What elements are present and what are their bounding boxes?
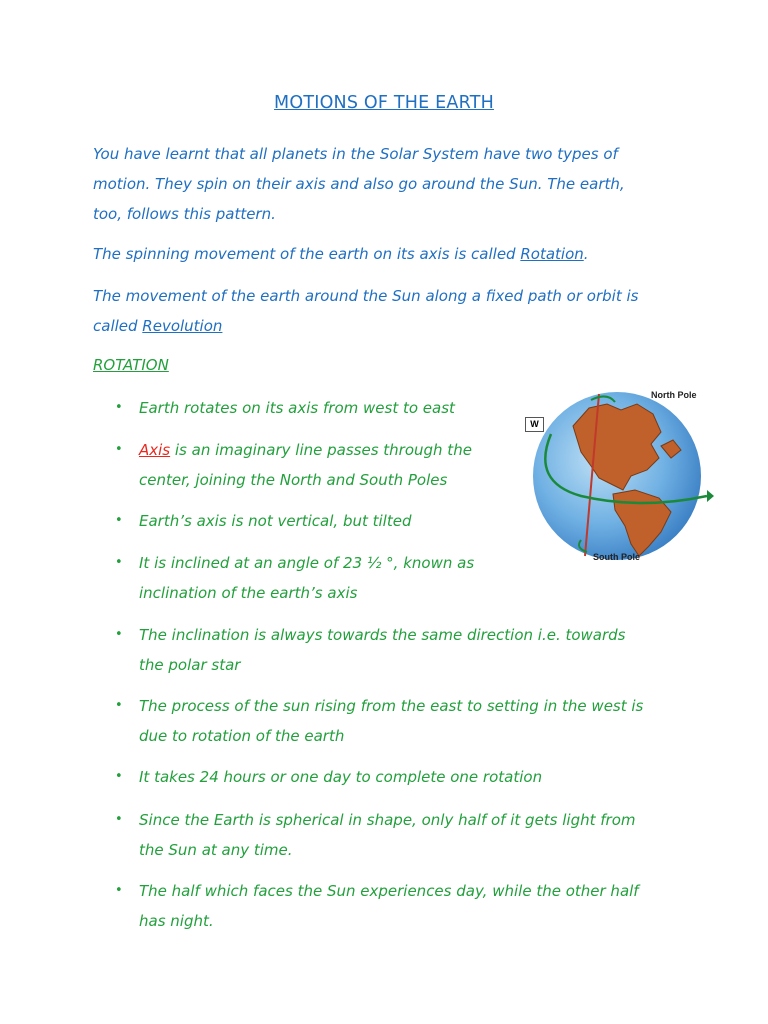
list-item — [115, 691, 644, 751]
bullet-dot-icon: • — [115, 555, 123, 570]
list-item — [115, 805, 636, 865]
bullet-text: the Sun at any time. — [139, 841, 293, 859]
rotation-term: Rotation — [520, 245, 584, 263]
bullet-text: It is inclined at an angle of 23 ½ °, known as — [139, 554, 475, 572]
bullet-dot-icon: • — [115, 513, 123, 528]
rotation-definition-end: . — [583, 245, 589, 263]
bullet-text: The inclination is always towards the same direction i.e. towards — [139, 626, 626, 644]
revolution-definition — [93, 281, 683, 341]
revolution-line: called — [93, 317, 143, 335]
north-pole-label: North Pole — [651, 390, 697, 400]
bullet-dot-icon: • — [115, 812, 123, 827]
bullet-text: The half which faces the Sun experiences day, while the other half — [139, 882, 639, 900]
bullet-text: center, joining the North and South Poles — [139, 471, 448, 489]
list-item — [115, 876, 639, 936]
bullet-dot-icon: • — [115, 400, 123, 415]
rotation-arrowhead-icon — [707, 490, 714, 502]
bullet-text: due to rotation of the earth — [139, 727, 345, 745]
list-item — [115, 393, 455, 423]
list-item — [115, 435, 472, 495]
intro-line: motion. They spin on their axis and also go around the Sun. The earth, — [93, 175, 625, 193]
bullet-text: Earth’s axis is not vertical, but tilted — [139, 512, 412, 530]
earth-globe-illustration — [511, 386, 714, 564]
bullet-dot-icon: • — [115, 698, 123, 713]
axis-term: Axis — [139, 441, 171, 459]
intro-line: You have learnt that all planets in the Solar System have two types of — [93, 145, 618, 163]
south-pole-label: South Pole — [593, 552, 640, 562]
west-label: W — [525, 417, 544, 432]
bullet-text: has night. — [139, 912, 214, 930]
page-title: MOTIONS OF THE EARTH — [274, 93, 494, 113]
list-item — [115, 548, 475, 608]
bullet-text: is an imaginary line passes through the — [170, 441, 472, 459]
bullet-text: inclination of the earth’s axis — [139, 584, 358, 602]
bullet-text: Earth rotates on its axis from west to east — [139, 399, 455, 417]
rotation-definition-text: The spinning movement of the earth on its axis is called — [93, 245, 521, 263]
bullet-dot-icon: • — [115, 769, 123, 784]
list-item — [115, 620, 626, 680]
intro-line: too, follows this pattern. — [93, 205, 276, 223]
bullet-text: It takes 24 hours or one day to complete one rotation — [139, 768, 543, 786]
rotation-definition — [93, 239, 683, 269]
section-heading-rotation: ROTATION — [93, 356, 169, 374]
earth-rotation-figure — [511, 386, 714, 564]
bullet-text: The process of the sun rising from the east to setting in the west is — [139, 697, 644, 715]
revolution-line: The movement of the earth around the Sun along a fixed path or orbit is — [93, 287, 639, 305]
bullet-text: the polar star — [139, 656, 241, 674]
bullet-dot-icon: • — [115, 442, 123, 457]
revolution-term: Revolution — [142, 317, 223, 335]
bullet-dot-icon: • — [115, 627, 123, 642]
bullet-text: Since the Earth is spherical in shape, only half of it gets light from — [139, 811, 636, 829]
list-item — [115, 762, 543, 792]
list-item — [115, 506, 412, 536]
bullet-dot-icon: • — [115, 883, 123, 898]
intro-paragraph — [93, 139, 683, 229]
